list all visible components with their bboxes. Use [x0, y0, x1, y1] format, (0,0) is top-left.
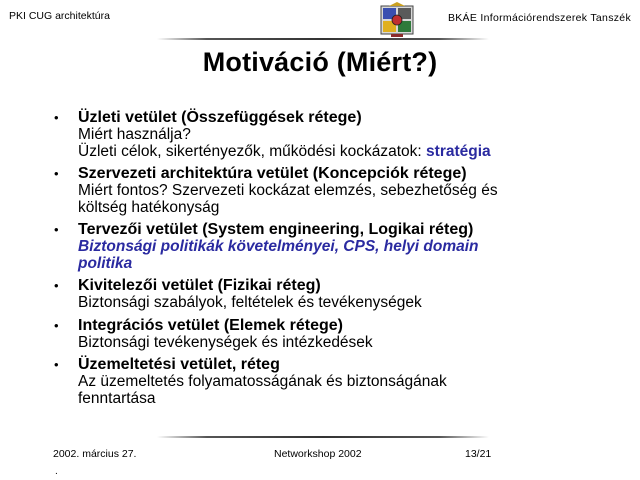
bullet-icon: •	[54, 357, 59, 372]
item-text: Biztonsági politikák követelményei, CPS, helyi domain	[78, 238, 479, 255]
item-text: fenntartása	[78, 389, 156, 407]
bullet-icon: •	[54, 317, 59, 333]
item-text: Az üzemeltetés folyamatosságának és biztonságának	[78, 373, 447, 390]
item-text: Biztonsági tevékenységek és intézkedések	[78, 333, 373, 351]
item-text: Miért fontos? Szervezeti kockázat elemzés, sebezhetőség és	[78, 182, 498, 199]
item-title: Kivitelezői vetület (Fizikai réteg)	[78, 277, 321, 294]
bullet-list	[54, 108, 614, 407]
footer-page-number: 13/21	[465, 448, 492, 460]
footer-date: 2002. március 27.	[53, 448, 137, 460]
bullet-icon: •	[54, 166, 59, 181]
item-title: Tervezői vetület (System engineering, Logikai réteg)	[78, 221, 474, 238]
list-item	[54, 355, 614, 407]
item-text: költség hatékonyság	[78, 198, 220, 216]
list-item	[54, 276, 614, 312]
bullet-icon: •	[54, 278, 59, 293]
university-crest-icon	[377, 2, 417, 38]
bullet-icon: •	[54, 110, 59, 125]
list-item	[54, 316, 614, 352]
item-title: Üzemeltetési vetület, réteg	[78, 356, 280, 373]
footer-mark: .	[55, 466, 58, 477]
item-text: Miért használja?	[78, 126, 191, 143]
header-divider	[157, 38, 489, 40]
slide-title: Motiváció (Miért?)	[202, 47, 438, 77]
item-text: politika	[78, 254, 133, 272]
item-text	[78, 144, 614, 161]
item-text-part: Üzleti célok, sikertényezők, működési kockázatok:	[78, 142, 427, 160]
item-title: Integrációs vetület (Elemek rétege)	[78, 316, 343, 334]
footer-event: Networkshop 2002	[274, 448, 362, 460]
item-title: Szervezeti architektúra vetület (Koncepciók rétege)	[78, 165, 467, 182]
item-text: Biztonsági szabályok, feltételek és tevékenységek	[78, 294, 422, 311]
highlight-text: stratégia	[426, 142, 491, 160]
bullet-icon: •	[54, 222, 59, 237]
list-item	[54, 108, 614, 160]
list-item	[54, 220, 614, 272]
header-department: BKÁE Információrendszerek Tanszék	[447, 12, 631, 24]
list-item	[54, 164, 614, 216]
footer-divider	[157, 436, 489, 438]
header-course-title: PKI CUG architektúra	[9, 10, 110, 22]
item-title: Üzleti vetület (Összefüggések rétege)	[78, 109, 362, 126]
